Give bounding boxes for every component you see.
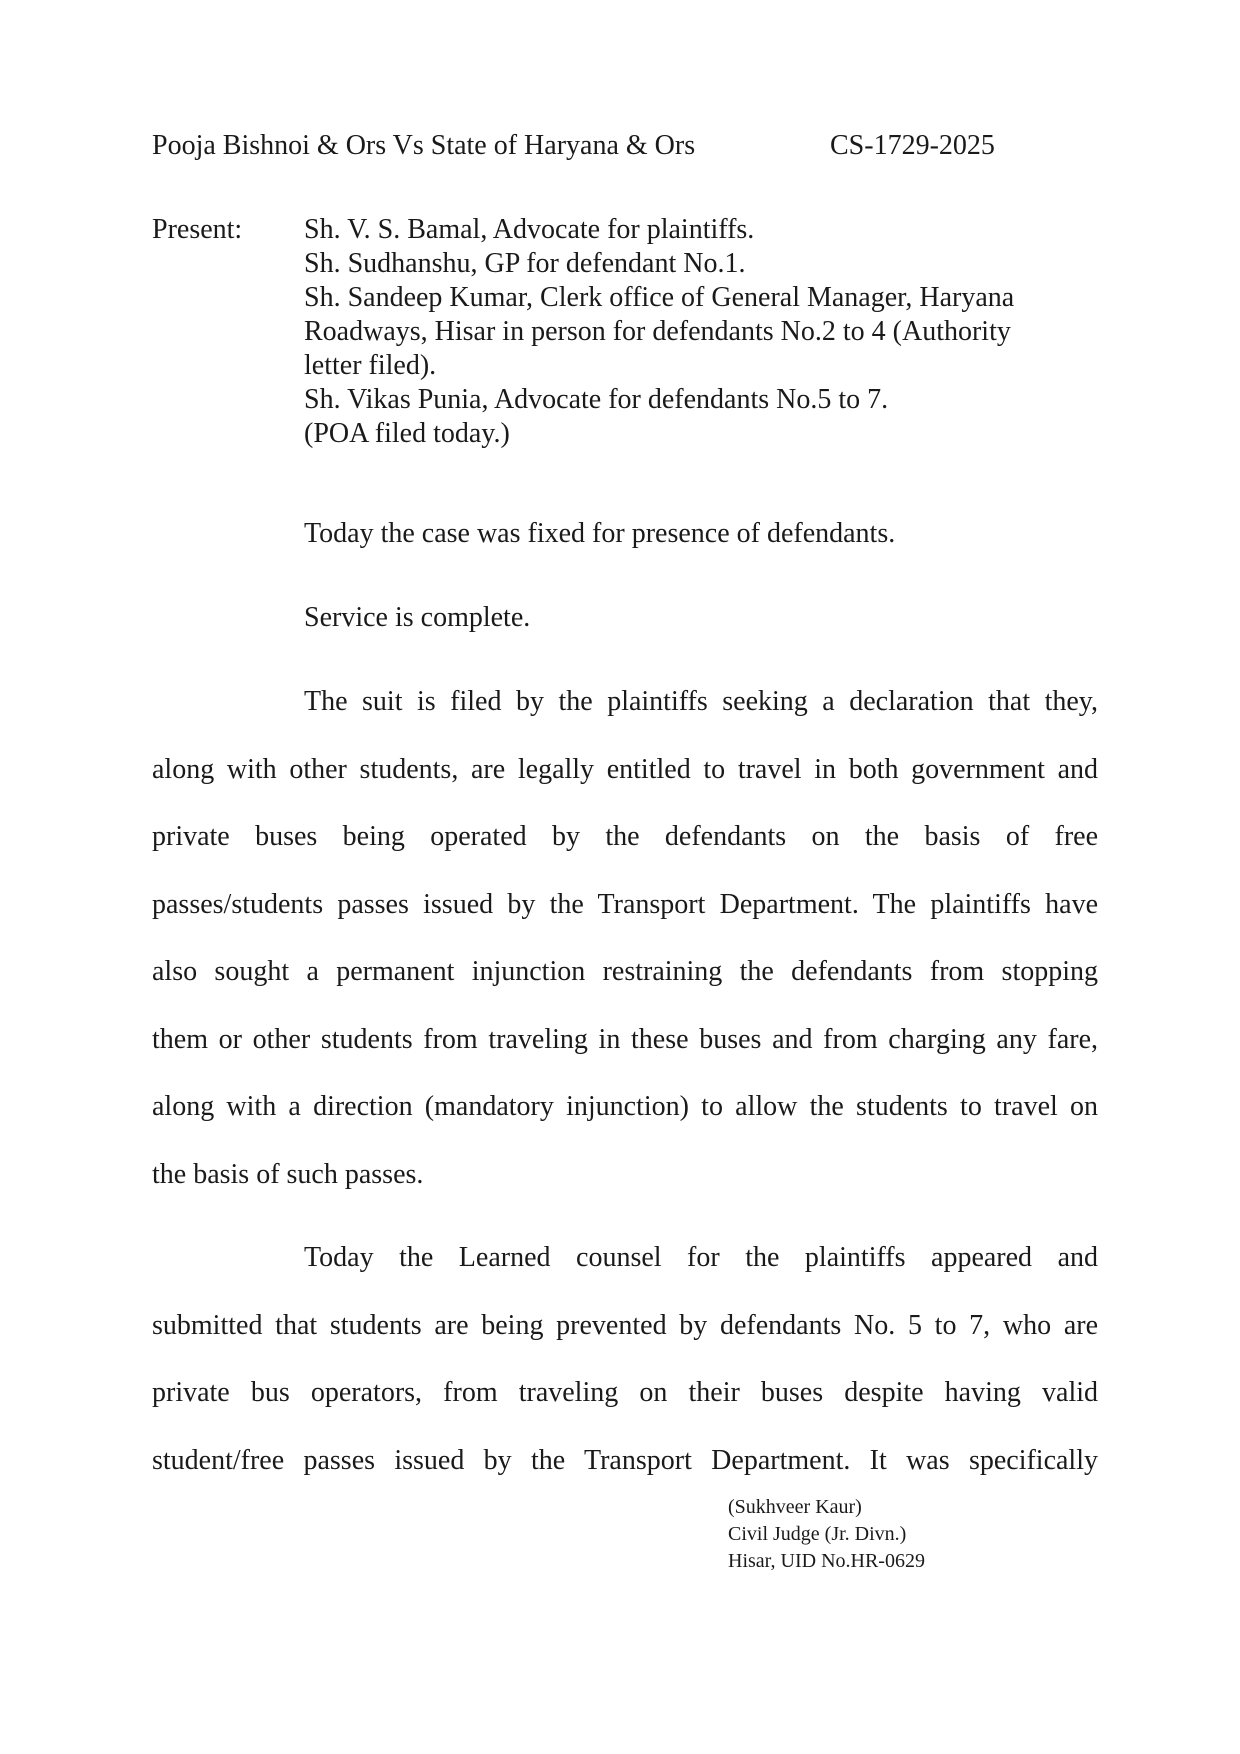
present-line: (POA filed today.): [304, 418, 510, 449]
paragraph-line: The suit is filed by the plaintiffs seeking a declaration that they,: [304, 686, 1098, 717]
present-line: Sh. Vikas Punia, Advocate for defendants No.5 to 7.: [304, 384, 889, 415]
paragraph-line: Today the Learned counsel for the plaintiffs appeared and: [304, 1242, 1098, 1273]
present-line: Roadways, Hisar in person for defendants No.2 to 4 (Authority: [304, 316, 1011, 347]
judge-designation: Civil Judge (Jr. Divn.): [728, 1523, 907, 1545]
paragraph-suit: [152, 668, 1098, 1208]
present-line: letter filed).: [304, 350, 437, 381]
present-line: Sh. Sudhanshu, GP for defendant No.1.: [304, 248, 746, 279]
paragraph-line: student/free passes issued by the Transport Department. It was specifically: [152, 1444, 1098, 1476]
paragraph-line: private buses being operated by the defendants on the basis of free: [152, 821, 1098, 852]
paragraph-line: the basis of such passes.: [152, 1158, 424, 1190]
case-number: CS-1729-2025: [830, 130, 995, 161]
present-label: Present:: [152, 214, 243, 245]
case-title: Pooja Bishnoi & Ors Vs State of Haryana & Ors: [152, 130, 696, 161]
service-line: Service is complete.: [304, 602, 531, 633]
paragraph-line: submitted that students are being prevented by defendants No. 5 to 7, who are: [152, 1309, 1098, 1341]
case-header: [152, 128, 1012, 164]
paragraph-line: them or other students from traveling in these buses and from charging any fare,: [152, 1023, 1098, 1055]
present-line: Sh. Sandeep Kumar, Clerk office of General Manager, Haryana: [304, 282, 1015, 313]
judge-name: (Sukhveer Kaur): [728, 1496, 862, 1518]
case-fixed-line: Today the case was fixed for presence of defendants.: [304, 518, 896, 549]
paragraph-line: also sought a permanent injunction restraining the defendants from stopping: [152, 956, 1098, 987]
signature-block: [728, 1494, 925, 1575]
paragraph-line: along with other students, are legally entitled to travel in both government and: [152, 753, 1098, 785]
judge-place-uid: Hisar, UID No.HR-0629: [728, 1550, 925, 1572]
paragraph-line: private bus operators, from traveling on their buses despite having valid: [152, 1377, 1098, 1408]
present-list: [304, 213, 1240, 451]
present-line: Sh. V. S. Bamal, Advocate for plaintiffs.: [304, 214, 755, 245]
paragraph-counsel: [152, 1224, 1098, 1494]
paragraph-line: along with a direction (mandatory injunction) to allow the students to travel on: [152, 1091, 1098, 1122]
paragraph-line: passes/students passes issued by the Transport Department. The plaintiffs have: [152, 888, 1098, 920]
